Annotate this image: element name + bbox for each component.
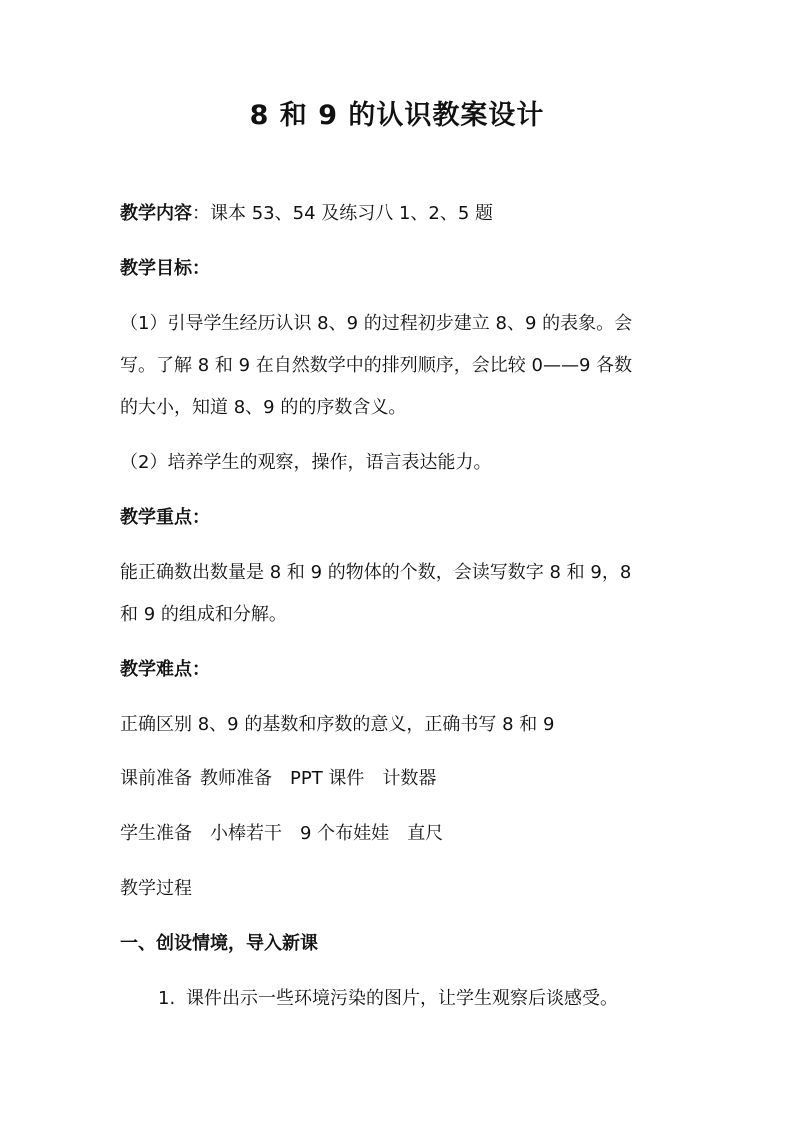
key-points-heading: 教学重点： [120, 507, 210, 528]
student-ruler: 直尺 [407, 823, 444, 844]
student-sticks: 小棒若干 [210, 823, 282, 844]
prep-teacher: 教师准备 [200, 768, 272, 789]
prep-ppt: PPT 课件 [290, 768, 365, 789]
key-points-line-1: 能正确数出数量是 8 和 9 的物体的个数，会读写数字 8 和 9，8 [120, 562, 632, 583]
student-preparation [120, 821, 680, 847]
lesson-preparation [120, 766, 680, 792]
step-1-number: 1. [158, 988, 176, 1009]
objective-1-line-2: 写。了解 8 和 9 在自然数学中的排列顺序，会比较 0——9 各数 [120, 355, 633, 376]
objectives-heading: 教学目标： [120, 258, 210, 279]
objective-1-line-1: （1）引导学生经历认识 8、9 的过程初步建立 8、9 的表象。会 [120, 313, 633, 334]
teaching-content [120, 201, 680, 227]
teaching-content-value: ：课本 53、54 及练习八 1、2、5 题 [192, 203, 494, 224]
student-dolls: 9 个布娃娃 [300, 823, 390, 844]
difficulties-text: 正确区别 8、9 的基数和序数的意义，正确书写 8 和 9 [120, 714, 555, 735]
step-1 [158, 986, 718, 1012]
prep-label: 课前准备 [120, 768, 192, 789]
objective-2: （2）培养学生的观察，操作，语言表达能力。 [120, 452, 492, 473]
section-1-heading: 一、创设情境，导入新课 [120, 933, 318, 954]
document-title: 8 和 9 的认识教案设计 [249, 100, 545, 131]
difficulties-heading: 教学难点： [120, 659, 210, 680]
objective-1-line-3: 的大小，知道 8、9 的的序数含义。 [120, 397, 407, 418]
teaching-content-label: 教学内容 [120, 203, 192, 224]
step-1-text: 课件出示一些环境污染的图片，让学生观察后谈感受。 [186, 988, 618, 1009]
student-prep-label: 学生准备 [120, 823, 192, 844]
prep-counter: 计数器 [382, 768, 437, 789]
key-points-line-2: 和 9 的组成和分解。 [120, 604, 287, 625]
process-heading: 教学过程 [120, 878, 192, 899]
